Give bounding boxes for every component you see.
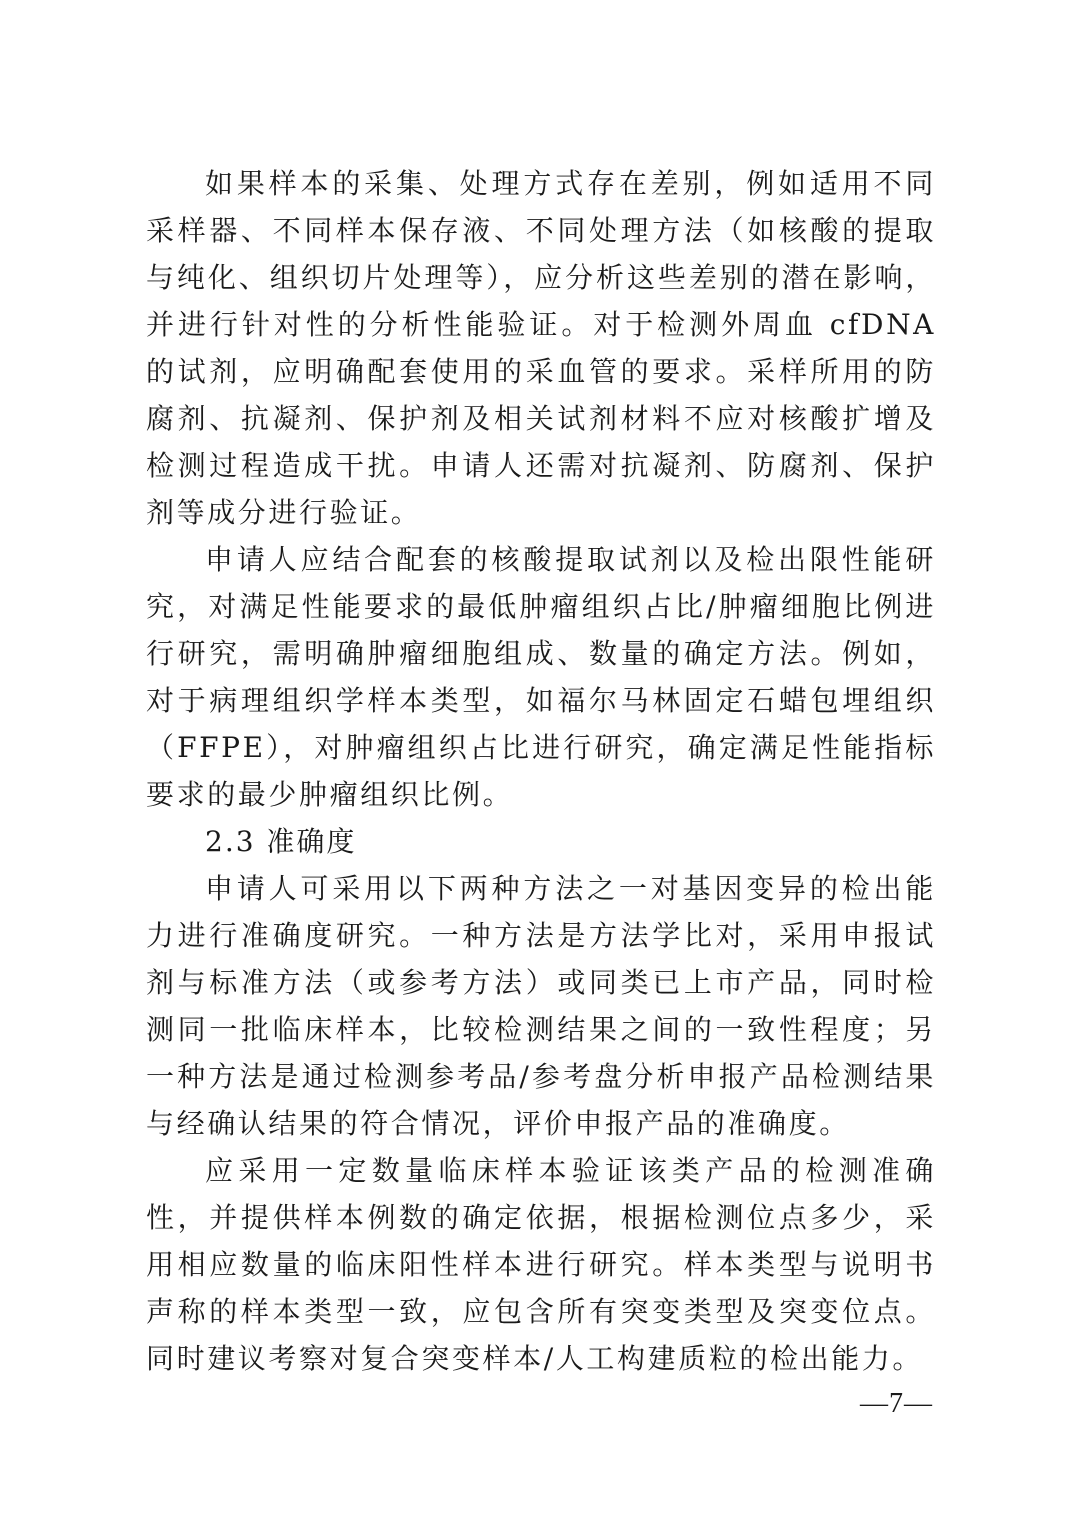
paragraph-clinical-samples: 应采用一定数量临床样本验证该类产品的检测准确性，并提供样本例数的确定依据，根据检测位点多少，采用相应数量的临床阳性样本进行研究。样本类型与说明书声称的样本类型一致，应包含所有突变类型及突变位点。同时建议考察对复合突变样本/人工构建质粒的检出能力。 (146, 1154, 936, 1375)
paragraph-tumor-proportion: 申请人应结合配套的核酸提取试剂以及检出限性能研究，对满足性能要求的最低肿瘤组织占比/肿瘤细胞比例进行研究，需明确肿瘤细胞组成、数量的确定方法。例如，对于病理组织学样本类型，如福尔马林固定石蜡包埋组织（FFPE），对肿瘤组织占比进行研究，确定满足性能指标要求的最少肿瘤组织比例。 (146, 543, 936, 811)
page-number: —7— (860, 1388, 933, 1419)
paragraph-sample-collection: 如果样本的采集、处理方式存在差别，例如适用不同采样器、不同样本保存液、不同处理方法（如核酸的提取与纯化、组织切片处理等），应分析这些差别的潜在影响，并进行针对性的分析性能验证。对于检测外周血 cfDNA 的试剂，应明确配套使用的采血管的要求。采样所用的防腐剂、抗凝剂、保护剂及相关试剂材料不应对核酸扩增及检测过程造成干扰。申请人还需对抗凝剂、防腐剂、保护剂等成分进行验证。 (146, 167, 936, 529)
section-heading-accuracy: 2.3 准确度 (205, 825, 357, 858)
document-body (146, 160, 936, 1382)
paragraph-accuracy-methods: 申请人可采用以下两种方法之一对基因变异的检出能力进行准确度研究。一种方法是方法学比对，采用申报试剂与标准方法（或参考方法）或同类已上市产品，同时检测同一批临床样本，比较检测结果之间的一致性程度；另一种方法是通过检测参考品/参考盘分析申报产品检测结果与经确认结果的符合情况，评价申报产品的准确度。 (146, 872, 936, 1140)
